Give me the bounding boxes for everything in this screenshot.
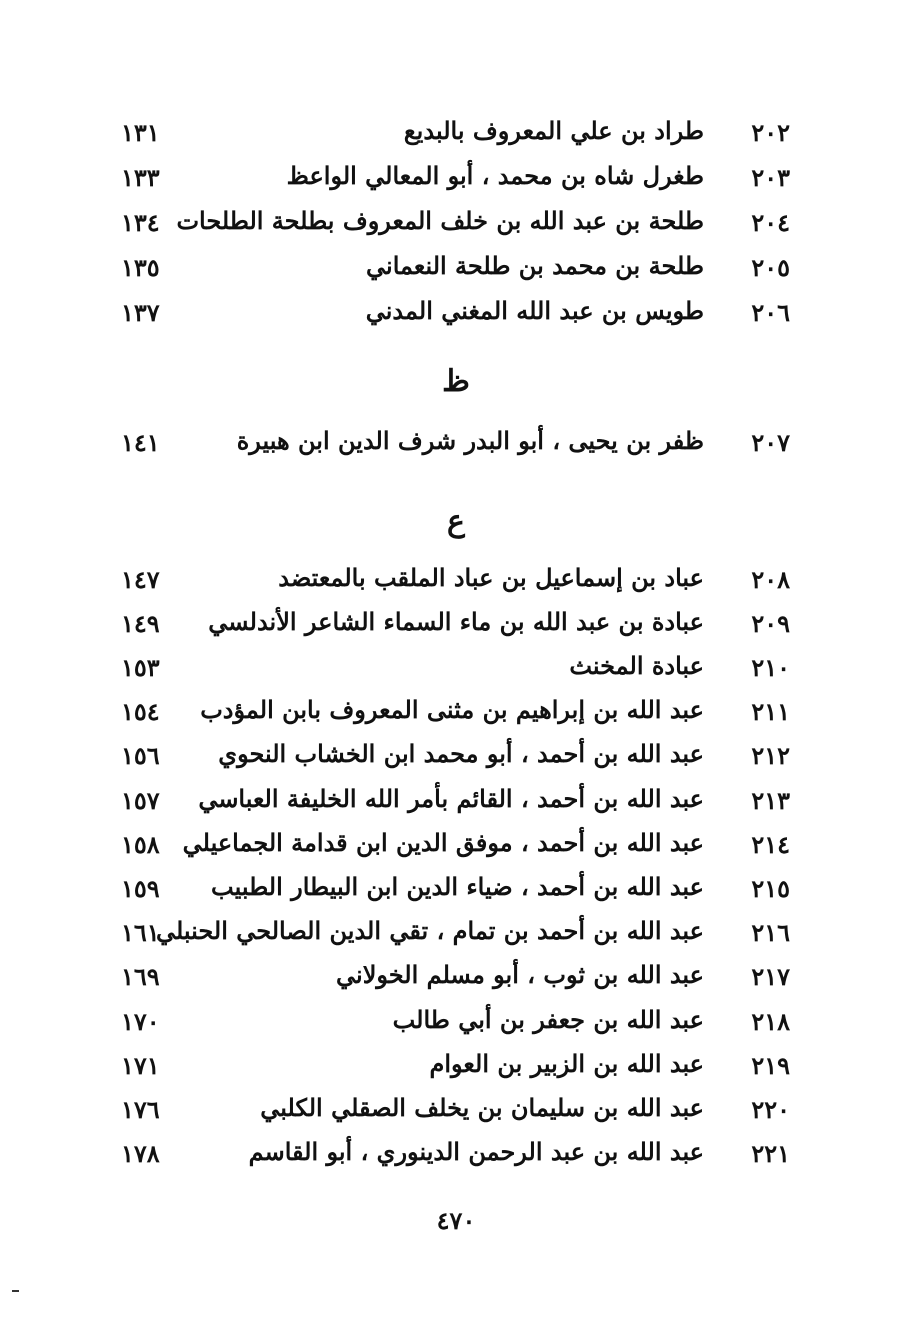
index-entry bbox=[0, 114, 912, 154]
entry-page-number: ١٣٤ bbox=[121, 208, 160, 237]
index-entry bbox=[0, 782, 912, 822]
entry-number: ٢٠٩ bbox=[751, 609, 790, 638]
entry-page-number: ١٣٥ bbox=[121, 253, 160, 282]
entry-page-number: ١٦٩ bbox=[121, 962, 160, 991]
entry-name: عبد الله بن أحمد ، موفق الدين ابن قدامة الجماعيلي bbox=[182, 828, 704, 857]
entry-page-number: ١٥٨ bbox=[121, 830, 160, 859]
entry-number: ٢١٥ bbox=[751, 874, 790, 903]
entry-number: ٢٠٧ bbox=[751, 428, 790, 457]
entry-page-number: ١٣٧ bbox=[121, 298, 160, 327]
entry-name: عبادة بن عبد الله بن ماء السماء الشاعر الأندلسي bbox=[208, 607, 704, 636]
entry-page-number: ١٣٣ bbox=[121, 163, 160, 192]
entry-name: عبد الله بن أحمد ، ضياء الدين ابن البيطار الطبيب bbox=[211, 872, 704, 901]
entry-number: ٢١٩ bbox=[751, 1051, 790, 1080]
entry-page-number: ١٦١ bbox=[121, 918, 160, 947]
index-entry bbox=[0, 424, 912, 464]
entry-number: ٢٠٣ bbox=[751, 163, 790, 192]
index-entry bbox=[0, 737, 912, 777]
entry-name: عبد الله بن أحمد بن تمام ، تقي الدين الصالحي الحنبلي bbox=[155, 916, 704, 945]
entry-page-number: ١٤٩ bbox=[121, 609, 160, 638]
page-number: ٤٧٠ bbox=[436, 1206, 476, 1235]
index-entry bbox=[0, 249, 912, 289]
entry-name: عبد الله بن الزبير بن العوام bbox=[429, 1049, 704, 1078]
index-entry bbox=[0, 1047, 912, 1087]
entry-name: عبد الله بن عبد الرحمن الدينوري ، أبو القاسم bbox=[248, 1137, 704, 1166]
index-entry bbox=[0, 294, 912, 334]
entry-number: ٢١٢ bbox=[751, 741, 790, 770]
entry-page-number: ١٧٨ bbox=[121, 1139, 160, 1168]
entry-number: ٢٠٤ bbox=[751, 208, 790, 237]
entry-name: طراد بن علي المعروف بالبديع bbox=[403, 116, 704, 145]
entry-number: ٢٠٥ bbox=[751, 253, 790, 282]
index-entry bbox=[0, 605, 912, 645]
index-entry bbox=[0, 1091, 912, 1131]
entry-page-number: ١٥٩ bbox=[121, 874, 160, 903]
entry-page-number: ١٥٦ bbox=[121, 741, 160, 770]
entry-name: طلحة بن محمد بن طلحة النعماني bbox=[366, 251, 704, 280]
entry-number: ٢٠٦ bbox=[751, 298, 790, 327]
index-entry bbox=[0, 826, 912, 866]
index-entry bbox=[0, 1003, 912, 1043]
index-entry bbox=[0, 561, 912, 601]
index-entry bbox=[0, 870, 912, 910]
entry-number: ٢٠٢ bbox=[751, 118, 790, 147]
entry-page-number: ١٤٧ bbox=[121, 565, 160, 594]
entry-number: ٢٢١ bbox=[751, 1139, 790, 1168]
section-heading-letter: ظ bbox=[442, 364, 470, 399]
entry-number: ٢١٤ bbox=[751, 830, 790, 859]
entry-name: طغرل شاه بن محمد ، أبو المعالي الواعظ bbox=[286, 161, 704, 190]
entry-number: ٢١٣ bbox=[751, 786, 790, 815]
entry-name: عبادة المخنث bbox=[569, 651, 704, 680]
entry-name: طويس بن عبد الله المغني المدني bbox=[365, 296, 704, 325]
index-entry bbox=[0, 1135, 912, 1175]
scan-edge-mark bbox=[12, 1290, 19, 1292]
entry-page-number: ١٣١ bbox=[121, 118, 160, 147]
entry-name: عباد بن إسماعيل بن عباد الملقب بالمعتضد bbox=[278, 563, 704, 592]
index-entry bbox=[0, 914, 912, 954]
index-entry bbox=[0, 159, 912, 199]
entry-name: عبد الله بن ثوب ، أبو مسلم الخولاني bbox=[336, 960, 704, 989]
entry-name: عبد الله بن جعفر بن أبي طالب bbox=[392, 1005, 704, 1034]
entry-number: ٢١٦ bbox=[751, 918, 790, 947]
entry-number: ٢٠٨ bbox=[751, 565, 790, 594]
entry-page-number: ١٧١ bbox=[121, 1051, 160, 1080]
entry-page-number: ١٤١ bbox=[121, 428, 160, 457]
entry-page-number: ١٥٣ bbox=[121, 653, 160, 682]
entry-name: طلحة بن عبد الله بن خلف المعروف بطلحة الطلحات bbox=[176, 206, 704, 235]
entry-page-number: ١٧٠ bbox=[121, 1007, 160, 1036]
entry-number: ٢١٨ bbox=[751, 1007, 790, 1036]
entry-number: ٢٢٠ bbox=[751, 1095, 790, 1124]
index-entry bbox=[0, 958, 912, 998]
entry-name: عبد الله بن إبراهيم بن مثنى المعروف بابن المؤدب bbox=[200, 695, 704, 724]
entry-number: ٢١٧ bbox=[751, 962, 790, 991]
entry-page-number: ١٥٤ bbox=[121, 697, 160, 726]
entry-number: ٢١٠ bbox=[751, 653, 790, 682]
index-entry bbox=[0, 204, 912, 244]
entry-name: ظفر بن يحيى ، أبو البدر شرف الدين ابن هبيرة bbox=[236, 426, 704, 455]
section-heading-letter: ع bbox=[447, 504, 465, 539]
index-entry bbox=[0, 693, 912, 733]
entry-name: عبد الله بن أحمد ، القائم بأمر الله الخليفة العباسي bbox=[198, 784, 704, 813]
index-entry bbox=[0, 649, 912, 689]
entry-number: ٢١١ bbox=[751, 697, 790, 726]
entry-page-number: ١٧٦ bbox=[121, 1095, 160, 1124]
entry-page-number: ١٥٧ bbox=[121, 786, 160, 815]
entry-name: عبد الله بن سليمان بن يخلف الصقلي الكلبي bbox=[260, 1093, 704, 1122]
entry-name: عبد الله بن أحمد ، أبو محمد ابن الخشاب النحوي bbox=[218, 739, 704, 768]
